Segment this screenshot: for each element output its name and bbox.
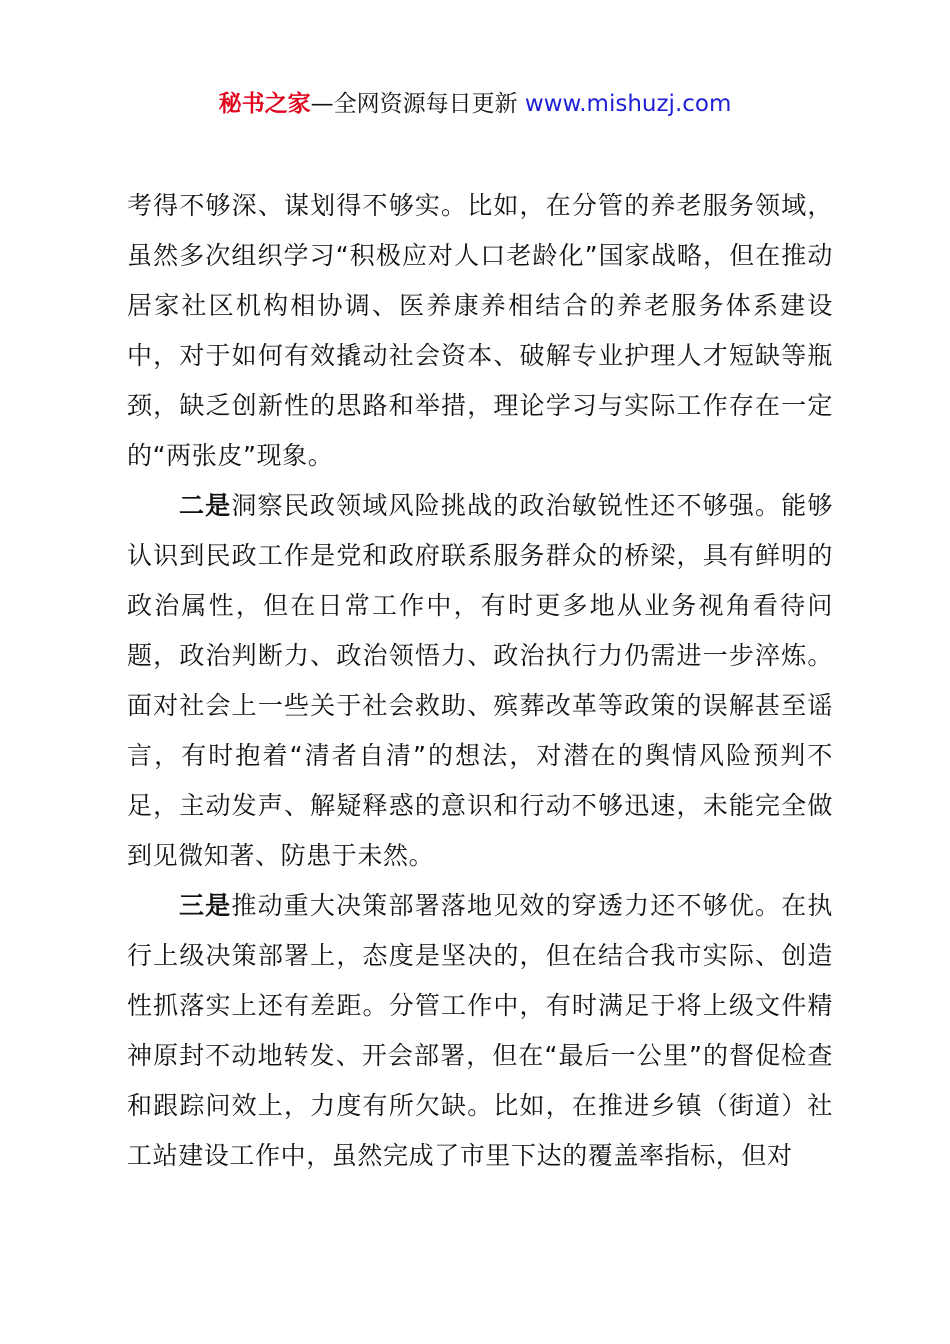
- paragraph-text: 洞察民政领域风险挑战的政治敏锐性还不够强。能够认识到民政工作是党和政府联系服务群众的桥梁，具有鲜明的政治属性，但在日常工作中，有时更多地从业务视角看待问题，政治判断力、政治领悟力、政治执行力仍需进一步淬炼。面对社会上一些关于社会救助、殡葬改革等政策的误解甚至谣言，有时抱着“清者自清”的想法，对潜在的舆情风险预判不足，主动发声、解疑释惑的意识和行动不够迅速，未能完全做到见微知著、防患于未然。: [127, 491, 833, 870]
- site-header: [0, 88, 950, 120]
- paragraph-point-three: [127, 881, 833, 1181]
- paragraph-text: 推动重大决策部署落地见效的穿透力还不够优。在执行上级决策部署上，态度是坚决的，但在结合我市实际、创造性抓落实上还有差距。分管工作中，有时满足于将上级文件精神原封不动地转发、开会部署，但在“最后一公里”的督促检查和跟踪问效上，力度有所欠缺。比如，在推进乡镇（街道）社工站建设工作中，虽然完成了市里下达的覆盖率指标，但对: [127, 891, 833, 1170]
- site-url[interactable]: www.mishuzj.com: [524, 91, 732, 117]
- paragraph-text: 考得不够深、谋划得不够实。比如，在分管的养老服务领域，虽然多次组织学习“积极应对人口老龄化”国家战略，但在推动居家社区机构相协调、医养康养相结合的养老服务体系建设中，对于如何有效撬动社会资本、破解专业护理人才短缺等瓶颈，缺乏创新性的思路和举措，理论学习与实际工作存在一定的“两张皮”现象。: [127, 191, 833, 470]
- site-brand: 秘书之家: [218, 91, 311, 117]
- paragraph-point-two: [127, 481, 833, 881]
- paragraph-lead: 二是: [179, 491, 232, 520]
- document-body: [127, 181, 833, 1181]
- site-tagline: —全网资源每日更新: [310, 91, 525, 117]
- paragraph-lead: 三是: [179, 891, 232, 920]
- paragraph-continuation: [127, 181, 833, 481]
